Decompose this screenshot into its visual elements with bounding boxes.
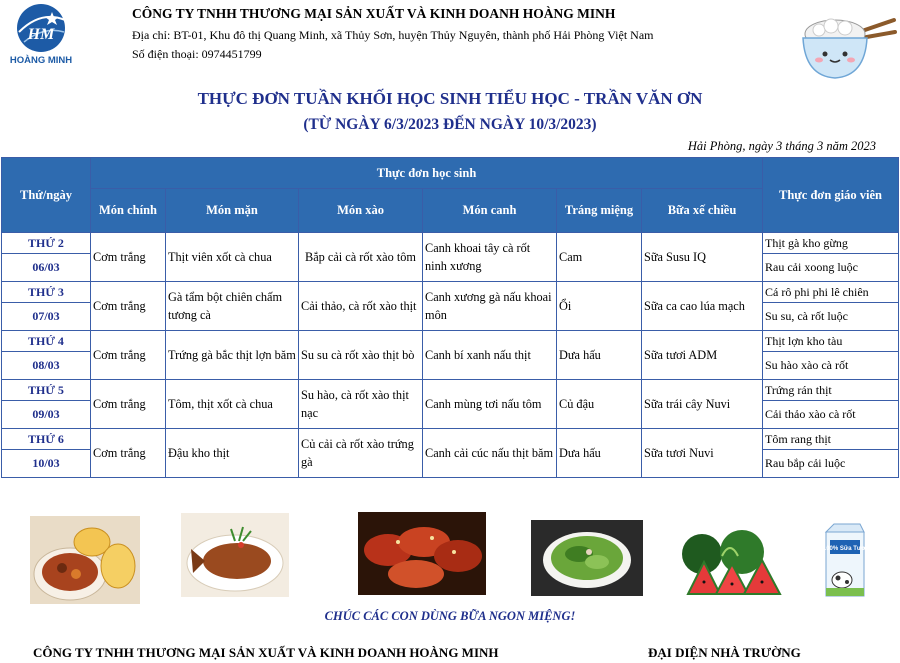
day-date: 07/03 (2, 303, 91, 331)
table-row (2, 429, 899, 450)
stirfry-dish: Cải thảo, cà rốt xào thịt (299, 282, 423, 331)
teacher-dish-2: Cải thảo xào cà rốt (763, 401, 899, 429)
snack: Sữa ca cao lúa mạch (642, 282, 763, 331)
teacher-dish-1: Tôm rang thịt (763, 429, 899, 450)
day-date: 09/03 (2, 401, 91, 429)
table-row (2, 380, 899, 401)
table-row (2, 331, 899, 352)
header-dessert: Tráng miệng (557, 189, 642, 233)
day-date: 08/03 (2, 352, 91, 380)
header-teacher-menu: Thực đơn giáo viên (763, 158, 899, 233)
soup-bowl-image (531, 520, 643, 596)
dessert: Dưa hấu (557, 331, 642, 380)
main-dish: Cơm trắng (91, 233, 166, 282)
table-row (2, 233, 899, 254)
main-dish: Cơm trắng (91, 380, 166, 429)
day-name: THỨ 5 (2, 380, 91, 401)
company-address: Địa chỉ: BT-01, Khu đô thị Quang Minh, xã Thủy Sơn, huyện Thủy Nguyên, thành phố Hải Phòng Việt Nam (132, 28, 654, 42)
soup-dish: Canh xương gà nấu khoai môn (423, 282, 557, 331)
snack: Sữa tươi ADM (642, 331, 763, 380)
soup-dish: Canh bí xanh nấu thịt (423, 331, 557, 380)
snack: Sữa Susu IQ (642, 233, 763, 282)
watermelon-image (680, 530, 790, 596)
dessert: Ổi (557, 282, 642, 331)
stirfry-dish: Củ cải cà rốt xào trứng gà (299, 429, 423, 478)
day-name: THỨ 6 (2, 429, 91, 450)
teacher-dish-1: Trứng rán thịt (763, 380, 899, 401)
closing-wish: CHÚC CÁC CON DÙNG BỮA NGON MIỆNG! (324, 609, 576, 623)
footer-school-rep: ĐẠI DIỆN NHÀ TRƯỜNG (648, 645, 801, 660)
stirfry-dish: Su su cà rốt xào thịt bò (299, 331, 423, 380)
day-name: THỨ 3 (2, 282, 91, 303)
header-snack: Bữa xế chiều (642, 189, 763, 233)
salty-dish: Gà tẩm bột chiên chấm tương cà (166, 282, 299, 331)
teacher-dish-2: Rau cải xoong luộc (763, 254, 899, 282)
salty-dish: Tôm, thịt xốt cà chua (166, 380, 299, 429)
table-row (2, 282, 899, 303)
header-salty: Món mặn (166, 189, 299, 233)
day-name: THỨ 2 (2, 233, 91, 254)
milk-label: 100% Sữa Tươi (822, 546, 868, 552)
snack: Sữa tươi Nuvi (642, 429, 763, 478)
dessert: Cam (557, 233, 642, 282)
company-logo (10, 2, 72, 66)
salty-dish: Trứng gà bắc thịt lợn băm (166, 331, 299, 380)
soup-dish: Canh mùng tơi nấu tôm (423, 380, 557, 429)
stew-bread-image (30, 516, 140, 604)
header-student-menu: Thực đơn học sinh (91, 158, 763, 189)
teacher-dish-1: Thịt gà kho gừng (763, 233, 899, 254)
dateline: Hải Phòng, ngày 3 tháng 3 năm 2023 (687, 139, 876, 153)
teacher-dish-1: Cá rô phi phi lê chiên (763, 282, 899, 303)
header-soup: Món canh (423, 189, 557, 233)
fish-dish-image (181, 513, 289, 597)
snack: Sữa trái cây Nuvi (642, 380, 763, 429)
main-dish: Cơm trắng (91, 331, 166, 380)
soup-dish: Canh khoai tây cà rốt ninh xương (423, 233, 557, 282)
soup-dish: Canh cải cúc nấu thịt băm (423, 429, 557, 478)
main-dish: Cơm trắng (91, 429, 166, 478)
menu-table (1, 157, 899, 478)
day-date: 06/03 (2, 254, 91, 282)
rice-bowl-icon (797, 4, 897, 84)
dessert: Củ đậu (557, 380, 642, 429)
teacher-dish-2: Su su, cà rốt luộc (763, 303, 899, 331)
salty-dish: Thịt viên xốt cà chua (166, 233, 299, 282)
page-title: THỰC ĐƠN TUẦN KHỐI HỌC SINH TIỂU HỌC - TRẦN VĂN ƠN (197, 89, 703, 108)
footer-company: CÔNG TY TNHH THƯƠNG MẠI SẢN XUẤT VÀ KINH DOANH HOÀNG MINH (33, 645, 499, 660)
day-name: THỨ 4 (2, 331, 91, 352)
salty-dish: Đậu kho thịt (166, 429, 299, 478)
header-day: Thứ/ngày (2, 158, 91, 233)
page-subtitle: (TỪ NGÀY 6/3/2023 ĐẾN NGÀY 10/3/2023) (303, 116, 597, 133)
stirfry-dish: Su hào, cà rốt xào thịt nạc (299, 380, 423, 429)
teacher-dish-2: Su hào xào cà rốt (763, 352, 899, 380)
teacher-dish-1: Thịt lợn kho tàu (763, 331, 899, 352)
header-stirfry: Món xào (299, 189, 423, 233)
milk-carton-image (820, 522, 868, 598)
day-date: 10/03 (2, 450, 91, 478)
company-name: CÔNG TY TNHH THƯƠNG MẠI SẢN XUẤT VÀ KINH DOANH HOÀNG MINH (132, 6, 616, 21)
logo-text: HOÀNG MINH (10, 55, 72, 66)
dessert: Dưa hấu (557, 429, 642, 478)
teacher-dish-2: Rau bắp cải luộc (763, 450, 899, 478)
chicken-wings-image (358, 512, 486, 595)
logo-letters: HM (27, 26, 55, 43)
company-phone: Số điện thoại: 0974451799 (132, 47, 262, 61)
header-main: Món chính (91, 189, 166, 233)
stirfry-dish: Bắp cải cà rốt xào tôm (299, 233, 423, 282)
main-dish: Cơm trắng (91, 282, 166, 331)
